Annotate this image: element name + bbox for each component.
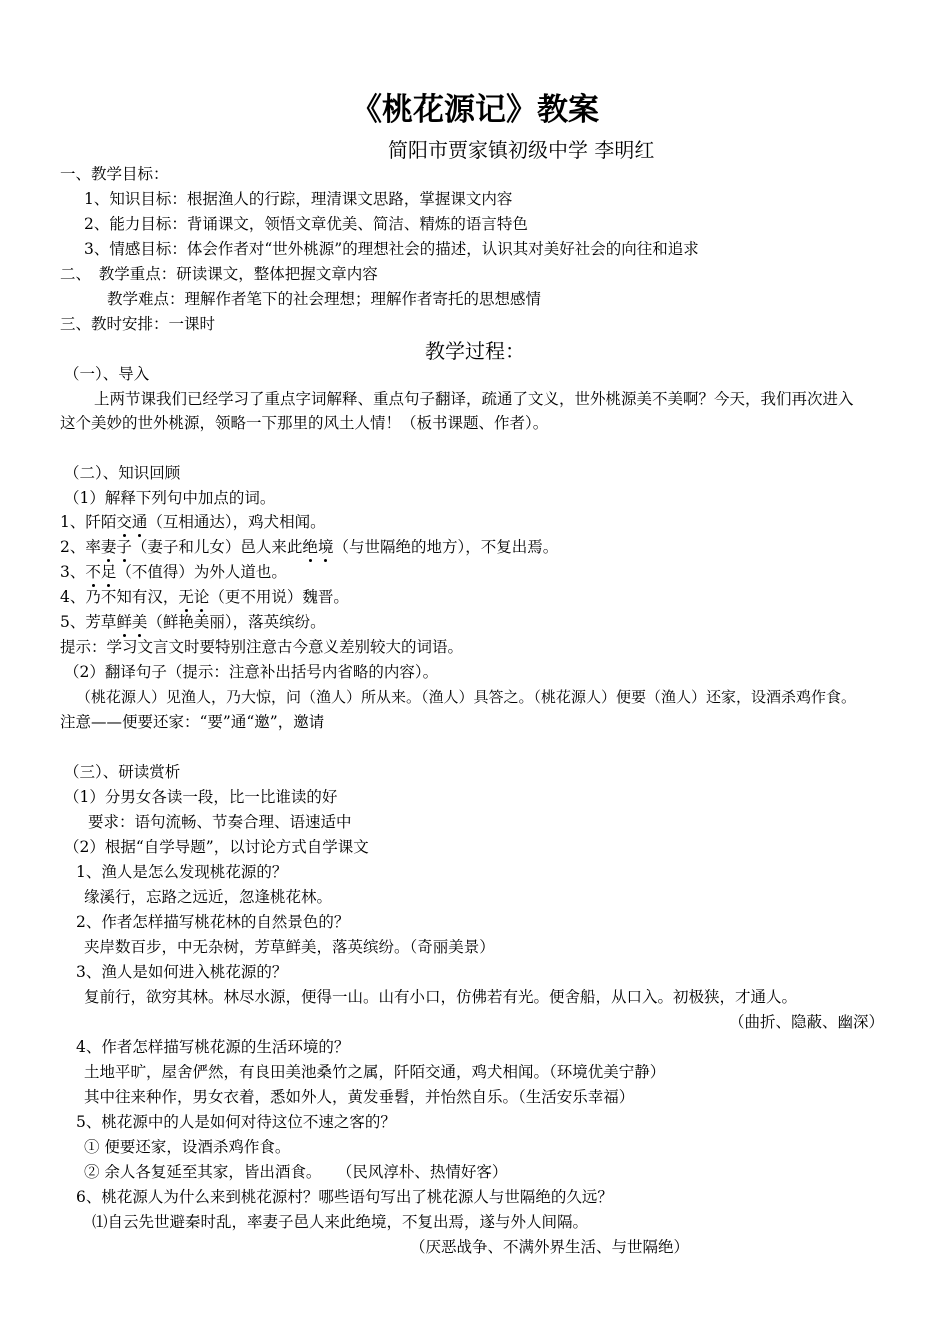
answer-1: 缘溪行，忘路之远近，忽逢桃花林。 (84, 888, 333, 906)
word-item: 5、芳草鲜美（鲜艳美丽），落英缤纷。 (60, 613, 326, 631)
translation: （桃花源人）见渔人，乃大惊，问（渔人）所从来。（渔人）具答之。（桃花源人）便要（渔人）还家，设酒杀鸡作食。 (76, 688, 857, 706)
section1-heading: （一）、导入 (64, 365, 150, 383)
section3-heading: （三）、研读赏析 (64, 763, 181, 781)
page-title: 《桃花源记》教案 (351, 92, 599, 128)
dotted-char: 通 (131, 513, 148, 531)
answer-5-line1: ① 便要还家，设酒杀鸡作食。 (84, 1138, 291, 1156)
question-3: 3、渔人是如何进入桃花源的？ (76, 963, 288, 981)
section2-sub1: （1）解释下列句中加点的词。 (64, 489, 276, 507)
section3-sub2: （2）根据“自学导题”，以讨论方式自学课文 (64, 838, 369, 856)
word-item: 3、不足（不值得）为外人道也。 (60, 563, 287, 581)
word-item: 4、乃不知有汉，无论（更不用说）魏晋。 (60, 588, 349, 606)
question-5: 5、桃花源中的人是如何对待这位不速之客的？ (76, 1113, 396, 1131)
answer-3-note: （曲折、隐蔽、幽深） (728, 1013, 884, 1031)
section2-sub2: （2）翻译句子（提示：注意补出括号内省略的内容）。 (64, 663, 439, 681)
teaching-focus: 二、 教学重点：研读课文，整体把握文章内容 (60, 265, 378, 283)
section2-heading: （二）、知识回顾 (64, 464, 181, 482)
objectives-heading: 一、教学目标： (60, 165, 169, 183)
answer-2: 夹岸数百步，中无杂树，芳草鲜美，落英缤纷。（奇丽美景） (84, 938, 495, 956)
word-item: 1、阡陌交通（互相通达），鸡犬相闻。 (60, 513, 326, 531)
objective-knowledge: 1、知识目标：根据渔人的行踪，理清课文思路，掌握课文内容 (84, 190, 513, 208)
dotted-char: 妻 (100, 538, 117, 556)
process-title: 教学过程： (425, 339, 525, 363)
dotted-char: 交 (116, 513, 132, 531)
teaching-difficulty: 教学难点：理解作者笔下的社会理想；理解作者寄托的思想感情 (107, 290, 542, 308)
schedule: 三、教时安排：一课时 (60, 315, 216, 333)
dotted-char: 论 (193, 588, 210, 606)
section3-sub1: （1）分男女各读一段，比一比谁读的好 (64, 788, 338, 806)
question-2: 2、作者怎样描写桃花林的自然景色的？ (76, 913, 350, 931)
dotted-char: 无 (178, 588, 194, 606)
author-line: 简阳市贾家镇初级中学 李明红 (388, 138, 655, 162)
answer-6-line1: ⑴自云先世避秦时乱，率妻子邑人来此绝境，不复出焉，遂与外人间隔。 (92, 1213, 589, 1231)
question-1: 1、渔人是怎么发现桃花源的？ (76, 863, 288, 881)
dotted-char: 美 (131, 613, 148, 631)
dotted-char: 绝 (302, 538, 318, 556)
tip: 提示：学习文言文时要特别注意古今意义差别较大的词语。 (60, 638, 464, 656)
word-item: 2、率妻子（妻子和儿女）邑人来此绝境（与世隔绝的地方），不复出焉。 (60, 538, 559, 556)
answer-6-note: （厌恶战争、不满外界生活、与世隔绝） (410, 1238, 690, 1256)
objective-ability: 2、能力目标：背诵课文，领悟文章优美、简洁、精炼的语言特色 (84, 215, 528, 233)
answer-5-line2: ② 余人各复延至其家，皆出酒食。 （民风淳朴、热情好客） (84, 1163, 508, 1181)
dotted-char: 子 (116, 538, 132, 556)
dotted-char: 境 (317, 538, 334, 556)
dotted-char: 不 (85, 563, 101, 581)
note: 注意——便要还家：“要”通“邀”，邀请 (60, 713, 325, 731)
answer-3: 复前行，欲穷其林。林尽水源，便得一山。山有小口，仿佛若有光。便舍船，从口入。初极狭，才通人。 (84, 988, 798, 1006)
question-4: 4、作者怎样描写桃花源的生活环境的？ (76, 1038, 350, 1056)
answer-4-line1: 土地平旷，屋舍俨然，有良田美池桑竹之属，阡陌交通，鸡犬相闻。（环境优美宁静） (84, 1063, 666, 1081)
intro-paragraph-line1: 上两节课我们已经学习了重点字词解释、重点句子翻译，疏通了文义，世外桃源美不美啊？今天，我们再次进入 (94, 390, 854, 408)
answer-4-line2: 其中往来种作，男女衣着，悉如外人，黄发垂髫，并怡然自乐。（生活安乐幸福） (84, 1088, 635, 1106)
requirement: 要求：语句流畅、节奏合理、语速适中 (88, 813, 352, 831)
dotted-char: 鲜 (116, 613, 132, 631)
question-6: 6、桃花源人为什么来到桃花源村？哪些语句写出了桃花源人与世隔绝的久远？ (76, 1188, 613, 1206)
dotted-char: 足 (100, 563, 117, 581)
objective-emotion: 3、情感目标：体会作者对“世外桃源”的理想社会的描述，认识其对美好社会的向往和追求 (84, 240, 699, 258)
intro-paragraph-line2: 这个美妙的世外桃源，领略一下那里的风土人情！（板书课题、作者）。 (60, 414, 549, 432)
